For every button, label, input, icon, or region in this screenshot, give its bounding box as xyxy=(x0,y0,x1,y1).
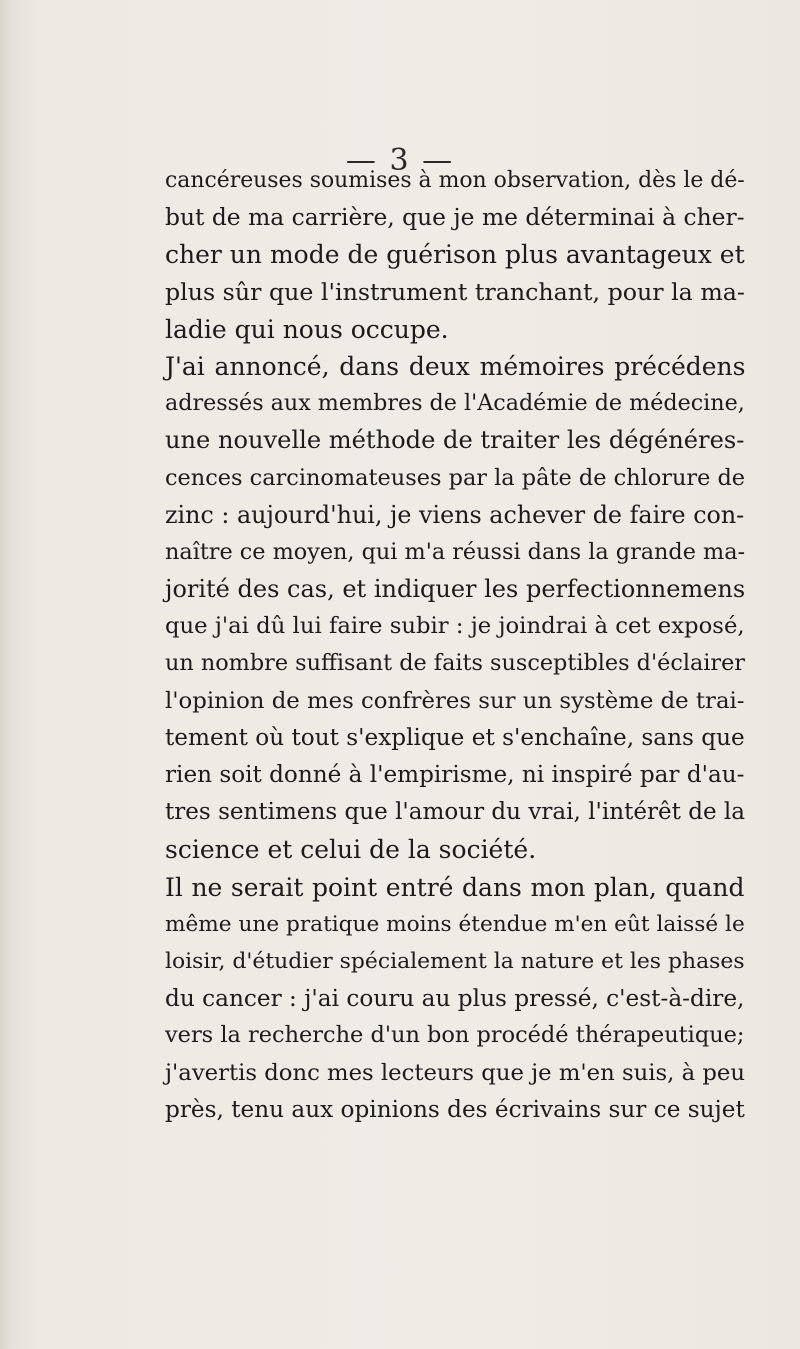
text-line: loisir, d'étudier spécialement la nature et les phases xyxy=(165,948,745,974)
text-line: J'ai annoncé, dans deux mémoires précédens xyxy=(165,351,746,381)
text-line: zinc : aujourd'hui, je viens achever de faire con- xyxy=(165,500,745,529)
text-line: ladie qui nous occupe. xyxy=(165,314,449,344)
text-line: j'avertis donc mes lecteurs que je m'en suis, à peu xyxy=(165,1059,745,1086)
text-line: plus sûr que l'instrument tranchant, pour la ma- xyxy=(165,277,745,306)
text-line: tement où tout s'explique et s'enchaîne, sans que xyxy=(165,724,745,751)
text-line: vers la recherche d'un bon procédé thérapeutique; xyxy=(165,1022,745,1049)
text-line: un nombre suffisant de faits susceptibles d'éclairer xyxy=(165,650,745,677)
text-line: même une pratique moins étendue m'en eût laissé le xyxy=(165,911,745,937)
text-line: une nouvelle méthode de traiter les dégénéres- xyxy=(165,426,745,455)
text-line: jorité des cas, et indiquer les perfectionnemens xyxy=(165,575,746,604)
text-line: science et celui de la société. xyxy=(165,835,537,865)
body-text xyxy=(165,162,745,1129)
text-line: cancéreuses soumises à mon observation, dès le dé- xyxy=(165,168,745,193)
text-line: cher un mode de guérison plus avantageux et xyxy=(165,240,745,270)
text-line: Il ne serait point entré dans mon plan, quand xyxy=(165,872,745,902)
text-line: que j'ai dû lui faire subir : je joindrai à cet exposé, xyxy=(165,613,745,640)
text-line: l'opinion de mes confrères sur un système de trai- xyxy=(165,687,745,714)
text-line: but de ma carrière, que je me déterminai à cher- xyxy=(165,203,745,232)
text-line: adressés aux membres de l'Académie de médecine, xyxy=(165,390,745,417)
text-line: près, tenu aux opinions des écrivains sur ce sujet xyxy=(165,1096,745,1123)
text-line: cences carcinomateuses par la pâte de chlorure de xyxy=(165,464,746,491)
text-line: rien soit donné à l'empirisme, ni inspiré par d'au- xyxy=(165,762,745,788)
text-line: du cancer : j'ai couru au plus pressé, c'est-à-dire, xyxy=(165,985,745,1013)
text-line: naître ce moyen, qui m'a réussi dans la grande ma- xyxy=(165,538,746,565)
text-line: tres sentimens que l'amour du vrai, l'intérêt de la xyxy=(165,799,746,826)
page-number: — 3 — xyxy=(345,143,455,178)
